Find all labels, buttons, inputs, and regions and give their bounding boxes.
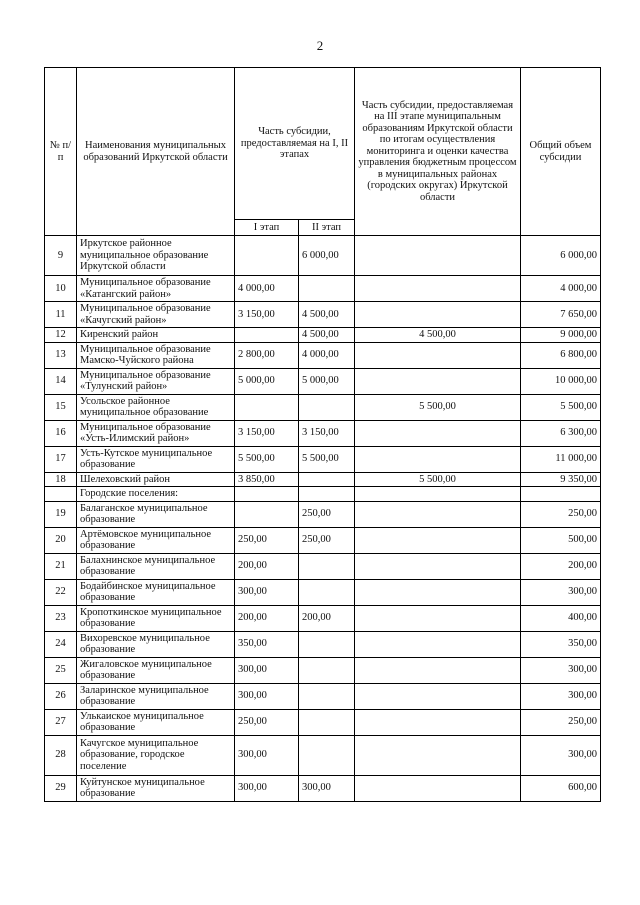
table-row: [45, 579, 601, 605]
table-row: [45, 368, 601, 394]
row-number: 12: [45, 328, 77, 343]
row-name: Шелеховский район: [77, 472, 235, 487]
row-stage-2: 250,00: [299, 527, 355, 553]
page-number: 2: [316, 38, 324, 53]
table-row: [45, 605, 601, 631]
row-number: 17: [45, 446, 77, 472]
row-stage-1: 3 150,00: [235, 302, 299, 328]
header-name: Наименования муниципальных образований Иркутской области: [77, 68, 235, 236]
row-stage-3: 5 500,00: [355, 394, 521, 420]
row-total: 11 000,00: [521, 446, 601, 472]
row-total: 250,00: [521, 709, 601, 735]
row-stage-2: [299, 394, 355, 420]
table-row: [45, 501, 601, 527]
row-stage-2: 4 500,00: [299, 302, 355, 328]
row-total: 300,00: [521, 683, 601, 709]
table-row: [45, 276, 601, 302]
row-name: Муниципальное образование «Катангский район»: [77, 276, 235, 302]
table-row: [45, 683, 601, 709]
row-number: 9: [45, 236, 77, 276]
section-empty-cell: [299, 487, 355, 502]
row-number: 23: [45, 605, 77, 631]
header-part-1-2: Часть субсидии, предоставляемая на I, II этапах: [235, 68, 355, 220]
row-stage-1: 250,00: [235, 527, 299, 553]
row-stage-1: [235, 501, 299, 527]
row-total: 300,00: [521, 579, 601, 605]
row-name: Муниципальное образование Мамско-Чуйского района: [77, 342, 235, 368]
row-name: Муниципальное образование «Тулунский район»: [77, 368, 235, 394]
row-stage-2: 3 150,00: [299, 420, 355, 446]
row-stage-3: [355, 368, 521, 394]
row-stage-1: 300,00: [235, 657, 299, 683]
row-name: Муниципальное образование «Усть-Илимский район»: [77, 420, 235, 446]
row-number: 29: [45, 775, 77, 801]
table-row: [45, 735, 601, 775]
row-stage-3: [355, 683, 521, 709]
table-row: [45, 709, 601, 735]
table-row: [45, 236, 601, 276]
row-name: Бодайбинское муниципальное образование: [77, 579, 235, 605]
row-number: 26: [45, 683, 77, 709]
row-stage-1: 350,00: [235, 631, 299, 657]
row-total: 500,00: [521, 527, 601, 553]
row-name: Жигаловское муниципальное образование: [77, 657, 235, 683]
row-stage-2: 4 000,00: [299, 342, 355, 368]
row-stage-3: 5 500,00: [355, 472, 521, 487]
row-stage-3: [355, 446, 521, 472]
row-stage-1: [235, 394, 299, 420]
row-stage-1: 200,00: [235, 605, 299, 631]
row-stage-3: [355, 236, 521, 276]
header-num: № п/п: [45, 68, 77, 236]
table-row: [45, 775, 601, 801]
row-name: Балахнинское муниципальное образование: [77, 553, 235, 579]
table-row: [45, 328, 601, 343]
row-number: 16: [45, 420, 77, 446]
row-stage-1: 5 500,00: [235, 446, 299, 472]
row-stage-2: [299, 709, 355, 735]
section-empty-cell: [355, 487, 521, 502]
row-stage-2: [299, 472, 355, 487]
row-name: Иркутское районное муниципальное образование Иркутской области: [77, 236, 235, 276]
table-row: [45, 394, 601, 420]
row-stage-3: 4 500,00: [355, 328, 521, 343]
row-total: 250,00: [521, 501, 601, 527]
row-name: Вихоревское муниципальное образование: [77, 631, 235, 657]
row-number: 13: [45, 342, 77, 368]
row-number: 27: [45, 709, 77, 735]
row-name: Куйтунское муниципальное образование: [77, 775, 235, 801]
row-number: 11: [45, 302, 77, 328]
header-stage-1: I этап: [235, 220, 299, 236]
row-number: 15: [45, 394, 77, 420]
row-stage-3: [355, 276, 521, 302]
row-stage-3: [355, 420, 521, 446]
table-row: [45, 472, 601, 487]
row-stage-3: [355, 709, 521, 735]
section-empty-cell: [521, 487, 601, 502]
row-number: 19: [45, 501, 77, 527]
row-total: 6 000,00: [521, 236, 601, 276]
row-stage-3: [355, 735, 521, 775]
row-stage-3: [355, 501, 521, 527]
row-stage-2: [299, 579, 355, 605]
row-stage-2: 5 500,00: [299, 446, 355, 472]
row-stage-2: 300,00: [299, 775, 355, 801]
row-total: 10 000,00: [521, 368, 601, 394]
row-name: Усть-Кутское муниципальное образование: [77, 446, 235, 472]
table-body: [45, 236, 601, 802]
row-number: 10: [45, 276, 77, 302]
row-total: 9 350,00: [521, 472, 601, 487]
row-name: Балаганское муниципальное образование: [77, 501, 235, 527]
row-stage-2: [299, 553, 355, 579]
row-stage-1: 300,00: [235, 683, 299, 709]
row-total: 300,00: [521, 657, 601, 683]
row-total: 4 000,00: [521, 276, 601, 302]
row-number: 24: [45, 631, 77, 657]
row-name: Улькаиское муниципальное образование: [77, 709, 235, 735]
table-row: [45, 420, 601, 446]
row-name: Киренский район: [77, 328, 235, 343]
row-stage-2: [299, 631, 355, 657]
row-stage-3: [355, 342, 521, 368]
section-label: Городские поселения:: [77, 487, 235, 502]
row-stage-2: [299, 735, 355, 775]
row-stage-1: 3 150,00: [235, 420, 299, 446]
row-stage-3: [355, 775, 521, 801]
row-stage-1: 2 800,00: [235, 342, 299, 368]
row-total: 400,00: [521, 605, 601, 631]
row-total: 600,00: [521, 775, 601, 801]
section-empty-cell: [235, 487, 299, 502]
row-stage-3: [355, 631, 521, 657]
header-stage-2: II этап: [299, 220, 355, 236]
row-stage-2: 6 000,00: [299, 236, 355, 276]
row-stage-1: 300,00: [235, 775, 299, 801]
row-total: 350,00: [521, 631, 601, 657]
row-stage-2: [299, 657, 355, 683]
section-num-cell: [45, 487, 77, 502]
row-number: 14: [45, 368, 77, 394]
row-stage-3: [355, 657, 521, 683]
section-row: [45, 487, 601, 502]
row-name: Качугское муниципальное образование, городское поселение: [77, 735, 235, 775]
row-stage-2: [299, 276, 355, 302]
row-total: 6 800,00: [521, 342, 601, 368]
header-part-3: Часть субсидии, предоставляемая на III этапе муниципальным образованиям Иркутской области по итогам осуществления мониторинга и оценки качества управления бюджетным процессом в муниципальных районах (городских округах) Иркутской области: [355, 68, 521, 236]
row-number: 25: [45, 657, 77, 683]
row-total: 5 500,00: [521, 394, 601, 420]
row-stage-1: 250,00: [235, 709, 299, 735]
row-number: 20: [45, 527, 77, 553]
table-row: [45, 302, 601, 328]
subsidy-table: [44, 67, 601, 802]
row-total: 200,00: [521, 553, 601, 579]
row-stage-1: 200,00: [235, 553, 299, 579]
row-total: 300,00: [521, 735, 601, 775]
row-stage-3: [355, 579, 521, 605]
row-number: 22: [45, 579, 77, 605]
table-row: [45, 527, 601, 553]
row-name: Артёмовское муниципальное образование: [77, 527, 235, 553]
row-stage-3: [355, 553, 521, 579]
row-stage-1: 3 850,00: [235, 472, 299, 487]
row-stage-2: 5 000,00: [299, 368, 355, 394]
table-row: [45, 657, 601, 683]
row-stage-1: [235, 236, 299, 276]
table-row: [45, 553, 601, 579]
row-name: Усольское районное муниципальное образование: [77, 394, 235, 420]
header-total: Общий объем субсидии: [521, 68, 601, 236]
row-stage-1: 5 000,00: [235, 368, 299, 394]
row-stage-1: [235, 328, 299, 343]
row-stage-2: 250,00: [299, 501, 355, 527]
row-stage-2: 200,00: [299, 605, 355, 631]
row-stage-1: 300,00: [235, 579, 299, 605]
row-stage-1: 4 000,00: [235, 276, 299, 302]
table-row: [45, 446, 601, 472]
row-name: Муниципальное образование «Качугский район»: [77, 302, 235, 328]
row-stage-1: 300,00: [235, 735, 299, 775]
row-stage-3: [355, 527, 521, 553]
row-total: 6 300,00: [521, 420, 601, 446]
row-stage-3: [355, 605, 521, 631]
table-row: [45, 631, 601, 657]
table-header: [45, 68, 601, 236]
table-row: [45, 342, 601, 368]
row-number: 28: [45, 735, 77, 775]
row-name: Заларинское муниципальное образование: [77, 683, 235, 709]
row-number: 18: [45, 472, 77, 487]
row-stage-2: [299, 683, 355, 709]
row-number: 21: [45, 553, 77, 579]
row-total: 7 650,00: [521, 302, 601, 328]
row-stage-3: [355, 302, 521, 328]
row-stage-2: 4 500,00: [299, 328, 355, 343]
row-name: Кропоткинское муниципальное образование: [77, 605, 235, 631]
row-total: 9 000,00: [521, 328, 601, 343]
